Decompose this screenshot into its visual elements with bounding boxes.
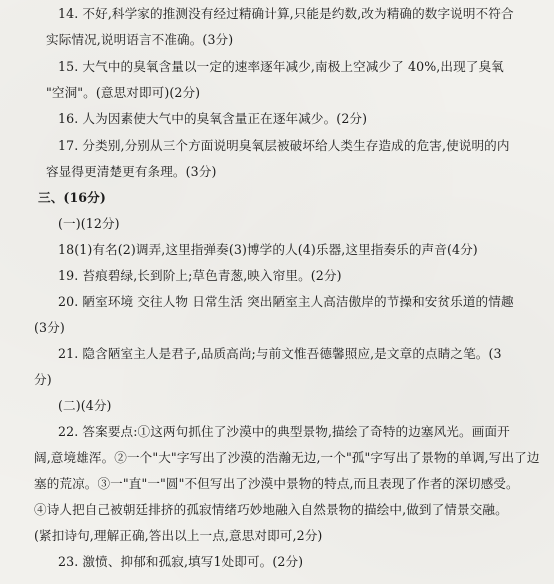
q22-line4: ④诗人把自己被朝廷排挤的孤寂情绪巧妙地融入自然景物的描绘中,做到了情景交融。 <box>34 502 508 517</box>
q22-line2: 阔,意境雄浑。②一个"大"字写出了沙漠的浩瀚无边,一个"孤"字写出了景物的单调,写出了边 <box>34 450 540 465</box>
q20-line1: 20. 陋室环境 交往人物 日常生活 突出陋室主人高洁傲岸的节操和安贫乐道的情趣 <box>58 294 514 309</box>
q17-line2: 容显得更清楚更有条理。(3分) <box>46 164 217 179</box>
section3-heading: 三、(16分) <box>38 190 106 205</box>
q22-line3: 塞的荒凉。③一"直"一"圆"不但写出了沙漠中景物的特点,而且表现了作者的深切感受。 <box>34 476 519 491</box>
q20-line2: (3分) <box>34 320 65 335</box>
q22-line5: (紧扣诗句,理解正确,答出以上一点,意思对即可,2分) <box>34 528 323 543</box>
q22-line1: 22. 答案要点:①这两句抓住了沙漠中的典型景物,描绘了奇特的边塞风光。画面开 <box>58 424 510 439</box>
q14-line1: 14. 不好,科学家的推测没有经过精确计算,只能是约数,改为精确的数字说明不符合 <box>58 6 514 21</box>
q18-line: 18(1)有名(2)调弄,这里指弹奏(3)博学的人(4)乐器,这里指奏乐的声音(4分) <box>58 242 478 257</box>
q21-line2: 分) <box>34 372 52 387</box>
q17-line1: 17. 分类别,分别从三个方面说明臭氧层被破坏给人类生存造成的危害,使说明的内 <box>58 138 510 153</box>
q14-line2: 实际情况,说明语言不准确。(3分) <box>46 32 234 47</box>
q19-line: 19. 苔痕碧绿,长到阶上;草色青葱,映入帘里。(2分) <box>58 268 342 283</box>
q21-line1: 21. 隐含陋室主人是君子,品质高尚;与前文惟吾德馨照应,是文章的点睛之笔。(3 <box>58 346 502 361</box>
q15-line2: "空洞"。(意思对即可)(2分) <box>46 85 201 100</box>
q15-line1: 15. 大气中的臭氧含量以一定的速率逐年减少,南极上空减少了 40%,出现了臭氧 <box>58 59 504 74</box>
q23-line: 23. 激愤、抑郁和孤寂,填写1处即可。(2分) <box>58 554 304 569</box>
q16-line1: 16. 人为因素使大气中的臭氧含量正在逐年减少。(2分) <box>58 111 368 126</box>
section3-part2-heading: (二)(4分) <box>58 398 112 413</box>
section3-part1-heading: (一)(12分) <box>58 216 120 231</box>
